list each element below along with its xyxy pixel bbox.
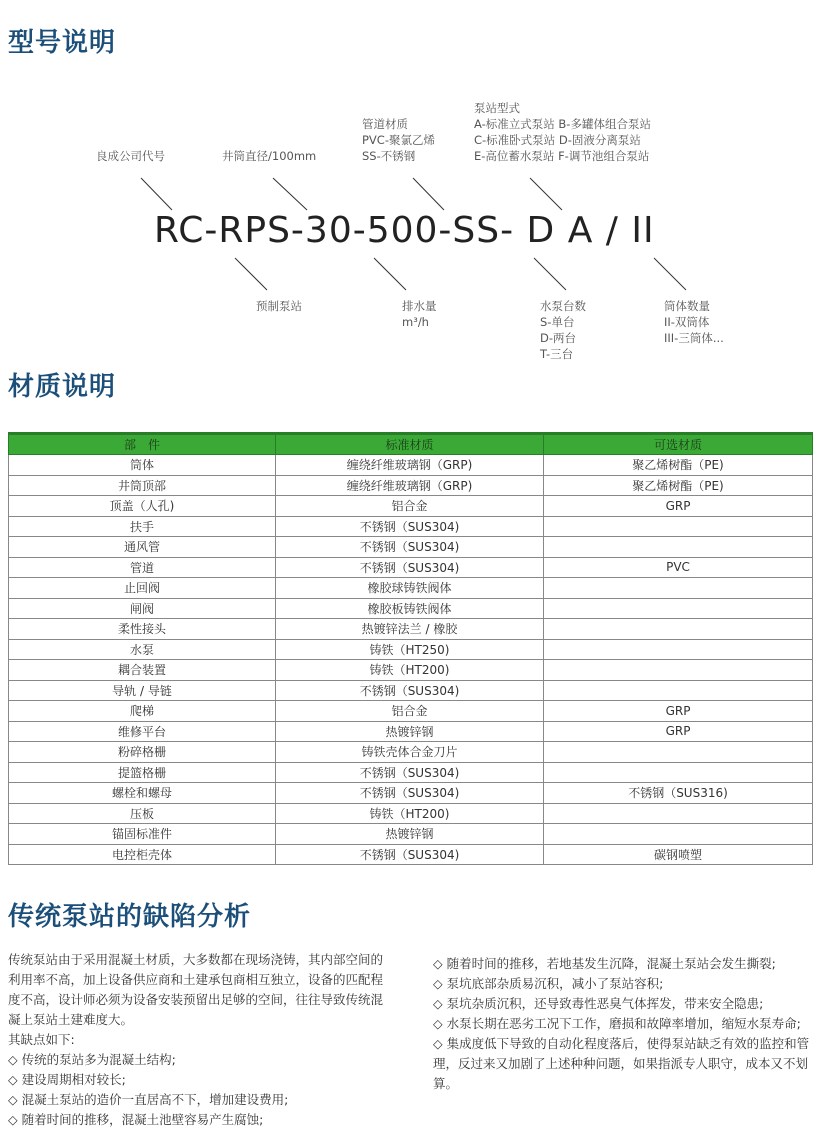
cell-optional: GRP bbox=[544, 721, 813, 742]
cell-standard: 橡胶板铸铁阀体 bbox=[276, 598, 544, 619]
cell-part: 筒体 bbox=[9, 455, 276, 476]
cell-optional bbox=[544, 516, 813, 537]
cell-standard: 热镀锌法兰 / 橡胶 bbox=[276, 619, 544, 640]
table-row bbox=[9, 680, 813, 701]
cell-standard: 铝合金 bbox=[276, 496, 544, 517]
cell-part: 柔性接头 bbox=[9, 619, 276, 640]
cell-optional bbox=[544, 824, 813, 845]
leader-diameter bbox=[273, 178, 307, 210]
cell-standard: 铸铁（HT200) bbox=[276, 803, 544, 824]
defects-lead: 其缺点如下: bbox=[8, 1032, 75, 1047]
label-barrel-count: 筒体数量 II-双筒体 III-三筒体... bbox=[664, 299, 724, 345]
defect-item: ◇ 建设周期相对较长; bbox=[8, 1072, 126, 1087]
cell-optional: 聚乙烯树酯（PE) bbox=[544, 475, 813, 496]
table-row bbox=[9, 598, 813, 619]
cell-standard: 热镀锌钢 bbox=[276, 824, 544, 845]
cell-standard: 不锈钢（SUS304) bbox=[276, 844, 544, 865]
cell-optional: 碳钢喷塑 bbox=[544, 844, 813, 865]
table-row bbox=[9, 639, 813, 660]
label-prefab-station: 预制泵站 bbox=[256, 299, 302, 313]
cell-part: 通风管 bbox=[9, 537, 276, 558]
leader-station bbox=[530, 178, 562, 210]
cell-optional: 聚乙烯树酯（PE) bbox=[544, 455, 813, 476]
leader-barrel bbox=[654, 258, 686, 290]
cell-standard: 橡胶球铸铁阀体 bbox=[276, 578, 544, 599]
cell-part: 电控柜壳体 bbox=[9, 844, 276, 865]
cell-optional: PVC bbox=[544, 557, 813, 578]
table-row bbox=[9, 496, 813, 517]
cell-optional bbox=[544, 803, 813, 824]
cell-part: 耦合装置 bbox=[9, 660, 276, 681]
table-row bbox=[9, 721, 813, 742]
defects-left-column bbox=[8, 950, 390, 1130]
cell-optional bbox=[544, 639, 813, 660]
cell-part: 闸阀 bbox=[9, 598, 276, 619]
cell-part: 提篮格栅 bbox=[9, 762, 276, 783]
defect-item: ◇ 泵坑底部杂质易沉积，减小了泵站容积; bbox=[433, 976, 664, 991]
cell-part: 扶手 bbox=[9, 516, 276, 537]
material-table bbox=[8, 432, 813, 865]
table-row bbox=[9, 475, 813, 496]
cell-standard: 铸铁壳体合金刀片 bbox=[276, 742, 544, 763]
cell-optional bbox=[544, 619, 813, 640]
cell-optional: GRP bbox=[544, 496, 813, 517]
section-title-material: 材质说明 bbox=[8, 372, 117, 402]
cell-optional bbox=[544, 742, 813, 763]
cell-optional: GRP bbox=[544, 701, 813, 722]
label-station-type: 泵站型式 A-标准立式泵站 B-多罐体组合泵站 C-标准卧式泵站 D-固液分离泵站 E-高位蓄水泵站 F-调节池组合泵站 bbox=[474, 101, 651, 163]
table-row bbox=[9, 803, 813, 824]
cell-standard: 铝合金 bbox=[276, 701, 544, 722]
table-row bbox=[9, 660, 813, 681]
leader-pumps bbox=[534, 258, 566, 290]
cell-standard: 缠绕纤维玻璃钢（GRP) bbox=[276, 455, 544, 476]
defect-item: ◇ 水泵长期在恶劣工况下工作，磨损和故障率增加，缩短水泵寿命; bbox=[433, 1016, 801, 1031]
cell-part: 水泵 bbox=[9, 639, 276, 660]
cell-part: 维修平台 bbox=[9, 721, 276, 742]
cell-standard: 铸铁（HT200) bbox=[276, 660, 544, 681]
leader-pipe bbox=[413, 178, 444, 210]
header-standard: 标准材质 bbox=[276, 434, 544, 455]
leader-flow bbox=[374, 258, 406, 290]
cell-standard: 不锈钢（SUS304) bbox=[276, 680, 544, 701]
header-part: 部 件 bbox=[9, 434, 276, 455]
label-pump-count: 水泵台数 S-单台 D-两台 T-三台 bbox=[540, 299, 586, 361]
cell-optional: 不锈钢（SUS316) bbox=[544, 783, 813, 804]
cell-standard: 铸铁（HT250) bbox=[276, 639, 544, 660]
defect-item: ◇ 混凝土泵站的造价一直居高不下，增加建设费用; bbox=[8, 1092, 289, 1107]
table-row bbox=[9, 516, 813, 537]
table-row bbox=[9, 557, 813, 578]
section-title-model: 型号说明 bbox=[8, 28, 117, 58]
cell-optional bbox=[544, 660, 813, 681]
label-company-code: 良成公司代号 bbox=[96, 149, 165, 163]
cell-standard: 不锈钢（SUS304) bbox=[276, 783, 544, 804]
cell-optional bbox=[544, 762, 813, 783]
label-well-diameter: 井筒直径/100mm bbox=[222, 149, 317, 163]
cell-standard: 不锈钢（SUS304) bbox=[276, 557, 544, 578]
defect-item: ◇ 随着时间的推移，混凝土池壁容易产生腐蚀; bbox=[8, 1112, 264, 1127]
defect-item: ◇ 传统的泵站多为混凝土结构; bbox=[8, 1052, 176, 1067]
cell-standard: 不锈钢（SUS304) bbox=[276, 762, 544, 783]
cell-optional bbox=[544, 680, 813, 701]
cell-part: 管道 bbox=[9, 557, 276, 578]
table-header-row bbox=[9, 434, 813, 455]
cell-part: 爬梯 bbox=[9, 701, 276, 722]
table-row bbox=[9, 742, 813, 763]
leader-company bbox=[141, 178, 172, 210]
header-optional: 可选材质 bbox=[544, 434, 813, 455]
cell-optional bbox=[544, 578, 813, 599]
section-title-defects: 传统泵站的缺陷分析 bbox=[8, 902, 252, 932]
cell-standard: 不锈钢（SUS304) bbox=[276, 516, 544, 537]
cell-part: 粉碎格栅 bbox=[9, 742, 276, 763]
table-row bbox=[9, 455, 813, 476]
defects-right-column bbox=[433, 954, 813, 1094]
cell-part: 顶盖（人孔) bbox=[9, 496, 276, 517]
defect-item: ◇ 随着时间的推移，若地基发生沉降，混凝土泵站会发生撕裂; bbox=[433, 956, 776, 971]
cell-standard: 不锈钢（SUS304) bbox=[276, 537, 544, 558]
defect-item: ◇ 泵坑杂质沉积，还导致毒性恶臭气体挥发，带来安全隐患; bbox=[433, 996, 764, 1011]
table-row bbox=[9, 783, 813, 804]
cell-part: 锚固标准件 bbox=[9, 824, 276, 845]
label-pipe-material: 管道材质 PVC-聚氯乙烯 SS-不锈钢 bbox=[362, 117, 435, 163]
cell-standard: 缠绕纤维玻璃钢（GRP) bbox=[276, 475, 544, 496]
cell-part: 井筒顶部 bbox=[9, 475, 276, 496]
leader-prefab bbox=[235, 258, 267, 290]
table-row bbox=[9, 619, 813, 640]
cell-part: 压板 bbox=[9, 803, 276, 824]
defects-intro: 传统泵站由于采用混凝土材质，大多数都在现场浇铸，其内部空间的利用率不高，加上设备供应商和土建承包商相互独立，设备的匹配程度不高，设计师必须为设备安装预留出足够的空间，往往导致传统混凝上泵站土建难度大。 bbox=[8, 952, 384, 1027]
table-row bbox=[9, 578, 813, 599]
cell-part: 螺栓和螺母 bbox=[9, 783, 276, 804]
cell-optional bbox=[544, 598, 813, 619]
table-row bbox=[9, 762, 813, 783]
cell-part: 止回阀 bbox=[9, 578, 276, 599]
label-flow: 排水量 m³/h bbox=[402, 299, 437, 329]
table-row bbox=[9, 701, 813, 722]
table-row bbox=[9, 844, 813, 865]
table-row bbox=[9, 824, 813, 845]
defect-item: ◇ 集成度低下导致的自动化程度落后，使得泵站缺乏有效的监控和管理，反过来又加剧了上述种种问题，如果指派专人职守，成本又不划算。 bbox=[433, 1036, 810, 1091]
cell-optional bbox=[544, 537, 813, 558]
model-code: RC-RPS-30-500-SS- D A / II bbox=[154, 210, 655, 251]
table-row bbox=[9, 537, 813, 558]
cell-standard: 热镀锌钢 bbox=[276, 721, 544, 742]
cell-part: 导轨 / 导链 bbox=[9, 680, 276, 701]
